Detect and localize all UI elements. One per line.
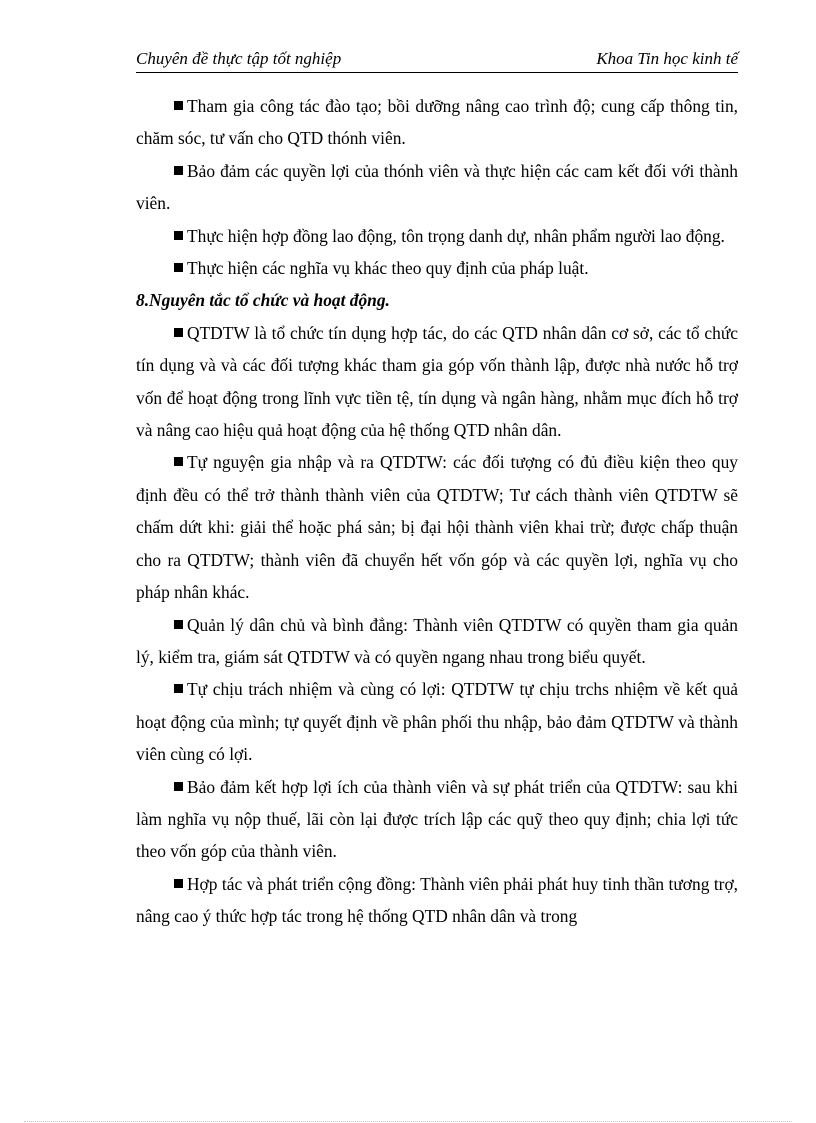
- square-bullet-icon: [174, 879, 183, 888]
- bullet-paragraph: [136, 252, 738, 284]
- bullet-paragraph: [136, 771, 738, 868]
- square-bullet-icon: [174, 231, 183, 240]
- paragraph-text: Thực hiện các nghĩa vụ khác theo quy định của pháp luật.: [187, 258, 589, 279]
- square-bullet-icon: [174, 457, 183, 466]
- document-body: [136, 90, 738, 933]
- paragraph-text: Bảo đảm các quyền lợi của thónh viên và thực hiện các cam kết đối với thành viên.: [136, 160, 738, 214]
- square-bullet-icon: [174, 263, 183, 272]
- paragraph-text: Tự nguyện gia nhập và ra QTDTW: các đối tượng có đủ điều kiện theo quy định đều có thể trở thành thành viên của QTDTW; Tư cách thành viên QTDTW sẽ chấm dứt khi: giải thể hoặc phá sản; bị đại hội thành viên khai trừ; được chấp thuận cho ra QTDTW; thành viên đã chuyển hết vốn góp và các quyền lợi, nghĩa vụ cho pháp nhân khác.: [136, 452, 738, 603]
- page-header: [136, 48, 738, 70]
- paragraph-text: QTDTW là tổ chức tín dụng hợp tác, do các QTD nhân dân cơ sở, các tổ chức tín dụng và và các đối tượng khác tham gia góp vốn thành lập, được nhà nước hỗ trợ vốn để hoạt động trong lĩnh vực tiền tệ, tín dụng và ngân hàng, nhằm mục đích hỗ trợ và nâng cao hiệu quả hoạt động của hệ thống QTD nhân dân.: [136, 322, 738, 441]
- bullet-paragraph: [136, 317, 738, 447]
- header-left-title: Chuyên đề thực tập tốt nghiệp: [136, 49, 342, 68]
- bullet-paragraph: [136, 868, 738, 933]
- bullet-paragraph: [136, 446, 738, 608]
- bullet-paragraph: [136, 673, 738, 770]
- square-bullet-icon: [174, 101, 183, 110]
- header-divider: [136, 72, 738, 73]
- square-bullet-icon: [174, 684, 183, 693]
- bullet-paragraph: [136, 609, 738, 674]
- paragraph-text: Thực hiện hợp đồng lao động, tôn trọng danh dự, nhân phẩm người lao động.: [187, 225, 725, 246]
- square-bullet-icon: [174, 166, 183, 175]
- paragraph-text: Tham gia công tác đào tạo; bồi dưỡng nâng cao trình độ; cung cấp thông tin, chăm sóc, tư vấn cho QTD thónh viên.: [136, 96, 738, 149]
- paragraph-text: Bảo đảm kết hợp lợi ích của thành viên và sự phát triển của QTDTW: sau khi làm nghĩa vụ nộp thuế, lãi còn lại được trích lập các quỹ theo quy định; chia lợi tức theo vốn góp của thành viên.: [136, 776, 738, 862]
- paragraph-text: Hợp tác và phát triển cộng đồng: Thành viên phải phát huy tinh thần tương trợ, nâng cao ý thức hợp tác trong hệ thống QTD nhân dân và trong: [136, 873, 738, 927]
- bullet-paragraph: [136, 220, 738, 252]
- square-bullet-icon: [174, 620, 183, 629]
- section-heading: 8.Nguyên tắc tổ chức và hoạt động.: [136, 290, 390, 311]
- header-right-title: Khoa Tin học kinh tế: [596, 49, 738, 68]
- paragraph-text: Tự chịu trách nhiệm và cùng có lợi: QTDTW tự chịu trchs nhiệm về kết quả hoạt động của mình; tự quyết định về phân phối thu nhập, bảo đảm QTDTW và thành viên cùng có lợi.: [136, 679, 738, 765]
- page-bottom-edge: [24, 1121, 792, 1122]
- bullet-paragraph: [136, 90, 738, 155]
- paragraph-text: Quản lý dân chủ và bình đẳng: Thành viên QTDTW có quyền tham gia quản lý, kiểm tra, giám sát QTDTW và có quyền ngang nhau trong biểu quyết.: [136, 614, 738, 667]
- square-bullet-icon: [174, 782, 183, 791]
- square-bullet-icon: [174, 328, 183, 337]
- bullet-paragraph: [136, 155, 738, 220]
